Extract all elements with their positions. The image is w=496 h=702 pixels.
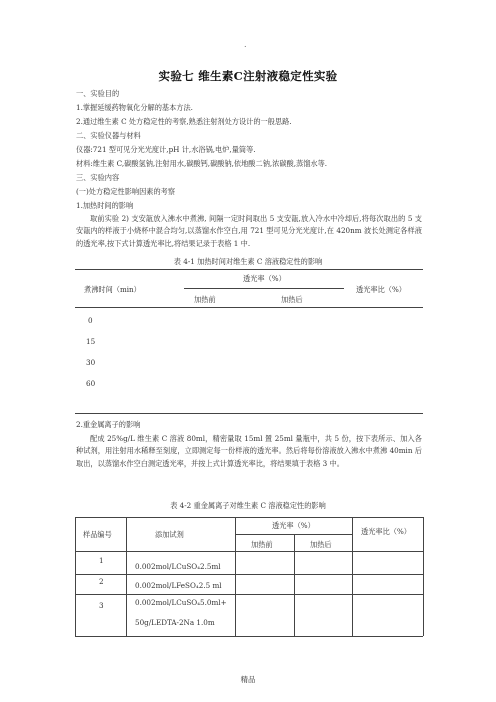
table2-rule [75,574,423,575]
section-heading-metal: 2.重金属离子的影响 [76,420,141,429]
table2-row-reagent: 0.002mol/LCuSO₄2.5ml [135,562,221,571]
table2-col-before: 加热前 [251,540,273,549]
text-line: 2.通过维生素 C 处方稳定性的考察,熟悉注射剂处方设计的一般思路. [76,117,292,126]
table1-col-ratio: 透光率比（%） [356,285,406,294]
table2-col-after: 加热后 [310,540,332,549]
table2-row-reagent: 0.002mol/LCuSO₄5.0ml+ [135,598,227,607]
header-mark: . [244,40,247,49]
section-heading-1: 一、实验目的 [76,89,120,98]
table2-row-no: 3 [99,601,104,610]
page-title: 实验七 维生素C注射液稳定性实验 [158,69,338,83]
table2-row-no: 2 [99,577,104,586]
table2-col-ratio: 透光率比（%） [361,527,411,536]
page-footer: 精品 [240,675,256,684]
table2-col-transmittance: 透光率（%） [272,521,315,530]
table2-col-no: 样品编号 [83,530,112,539]
table2-rule [75,551,423,552]
paragraph-heating: 取前实验 2) 支安瓿放入沸水中煮沸, 间隔一定时间取出 5 支安瓿,放入冷水中冷却后,将每次取出的 5 支安瓿内的样液于小烧杯中混合均匀,以蒸馏水作空白,用 721 型可见分光光度计,在 420nm 波长处测定各样液的透光率,按下式计算透光率比,将结果记录于表格 1 中. [76,214,422,248]
text-line: 仪器:721 型可见分光光度计,pH 计,水浴锅,电炉,量筒等. [76,145,256,154]
table2-vrule [294,534,295,636]
section-heading-3: 三、实验内容 [76,173,120,182]
table2-rule [75,594,423,595]
table2-row-reagent-line2: 50g/LEDTA-2Na 1.0m [135,618,215,627]
table2-rule [75,517,423,518]
table2-col-reagent: 添加试剂 [155,530,184,539]
table1-row-time: 30 [86,358,96,367]
table1-mid-rule [184,288,344,289]
subsection-heading: 1.加热时间的影响 [76,201,134,210]
subsection-heading: (一)处方稳定性影响因素的考察 [76,187,176,196]
table2-row-reagent: 0.002mol/LFeSO₄2.5 ml [135,581,222,590]
table1-row-time: 15 [86,337,96,346]
table1-row-time: 60 [86,379,96,388]
text-line: 1.掌握延缓药物氧化分解的基本方法. [76,103,193,112]
table2-vrule [423,517,424,636]
text-line: 材料:维生素 C,碳酸氢钠,注射用水,碳酸钙,碳酸钠,依地酸二钠,浓碳酸,蒸馏水等. [76,159,328,168]
table1-header-rule [75,307,423,308]
paragraph-metal: 配成 25%g/L 维生素 C 溶液 80ml，精密量取 15ml 置 25ml 量瓶中，共 5 份，按下表所示、加入各种试剂，用注射用水稀释至刻度，立即测定每一份样液的透光率。然后将每份溶液放入沸水中煮沸 40min 后取出，以蒸馏水作空白测定透光率，并按上式计算透光率比，将结果填于表格 3 中。 [76,434,422,468]
table2-vrule [75,517,76,636]
table1-col-before: 加热前 [194,295,216,304]
table1-col-time: 煮沸时间（min） [84,285,141,294]
table1-col-after: 加热后 [281,295,303,304]
table2-vrule [126,517,127,636]
table1-col-transmittance: 透光率（%） [243,274,286,283]
table1-bottom-rule [75,413,423,414]
table1-top-rule [75,269,423,270]
table1-row-time: 0 [88,316,93,325]
table2-row-no: 1 [99,556,104,565]
table2-rule [75,636,423,637]
table2-vrule [235,517,236,636]
table1-caption: 表 4-1 加热时间对维生素 C 溶液稳定性的影响 [173,257,323,266]
section-heading-2: 二、实验仪器与材料 [76,131,141,140]
table2-vrule [352,517,353,636]
table2-caption: 表 4-2 重金属离子对维生素 C 溶液稳定性的影响 [170,501,326,510]
